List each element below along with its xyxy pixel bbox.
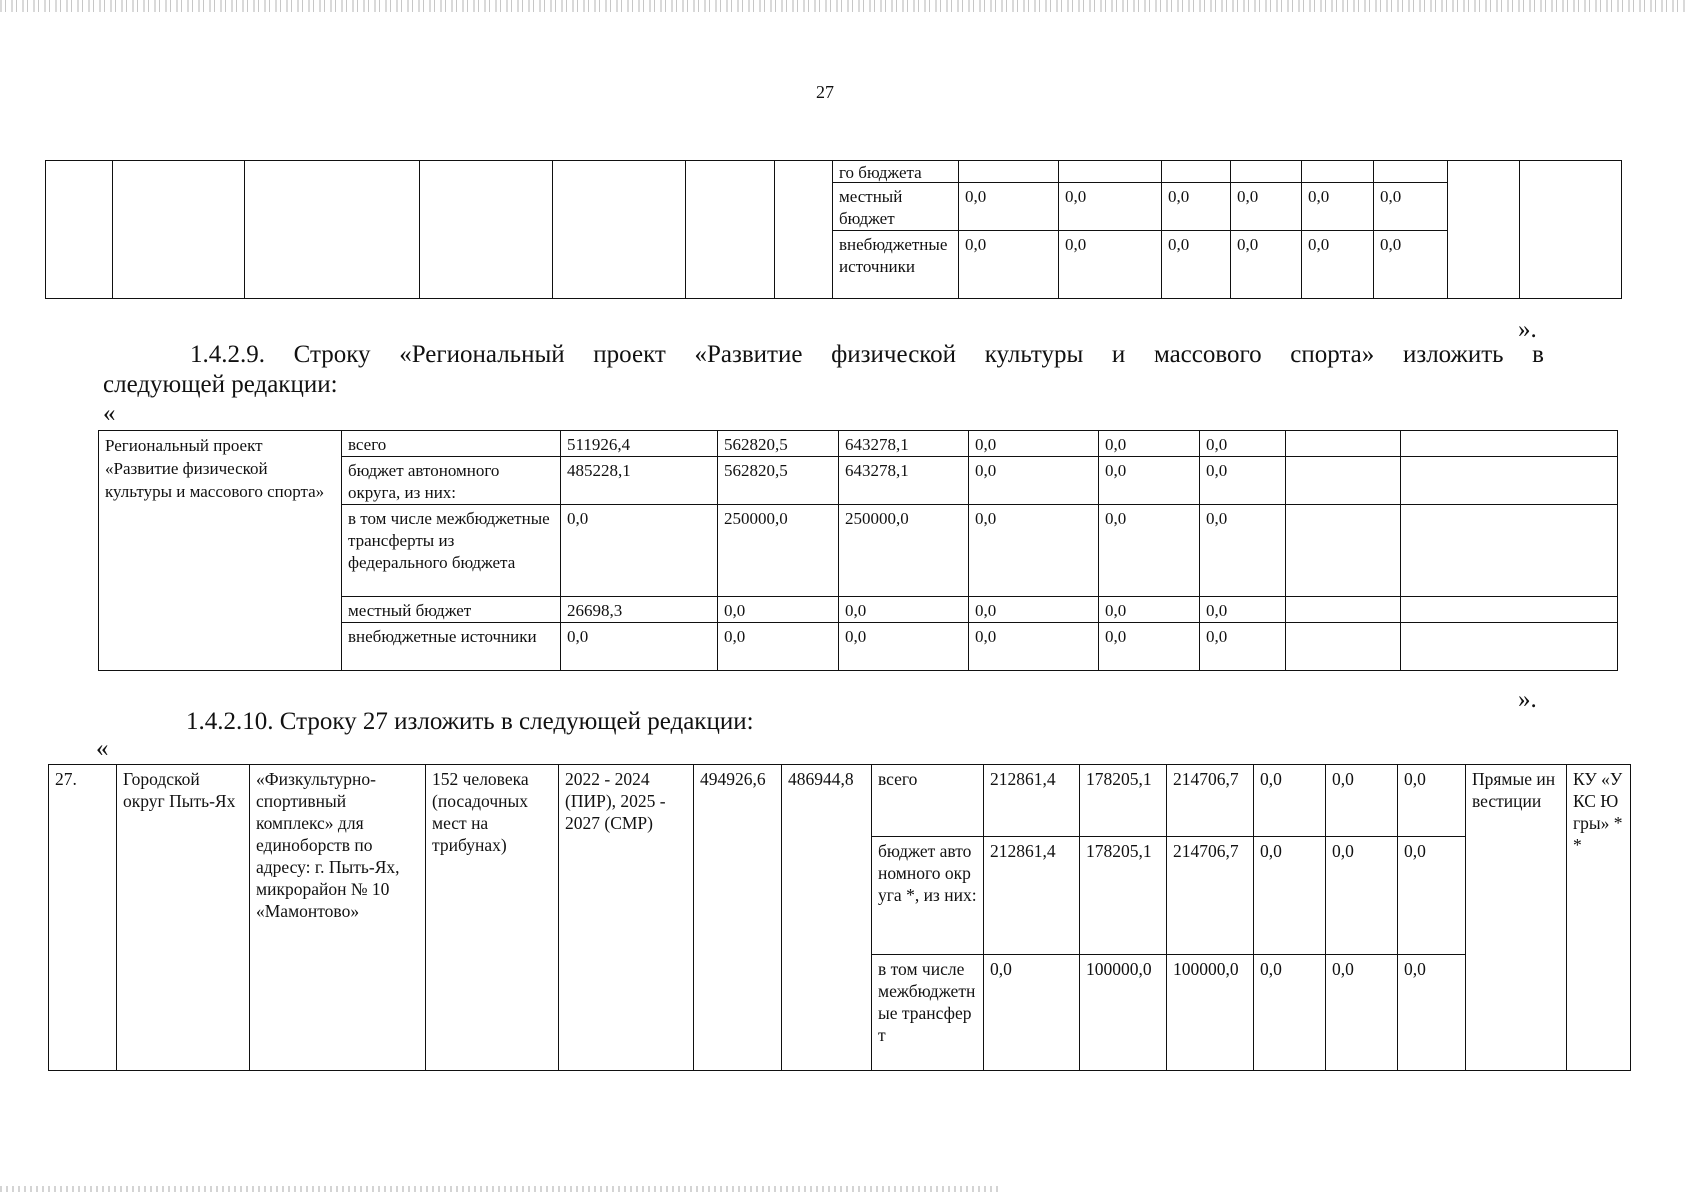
value-cell: 0,0 (1326, 765, 1398, 837)
value-cell: 0,0 (1099, 431, 1200, 457)
scan-edge-top (0, 0, 1686, 12)
value-cell (959, 161, 1059, 183)
value-cell: 0,0 (969, 505, 1099, 597)
table-cell (1401, 457, 1618, 505)
value-cell: 0,0 (969, 597, 1099, 623)
table-cell (686, 161, 775, 299)
table-cell (1401, 623, 1618, 671)
table-cell (1401, 597, 1618, 623)
value-cell: 0,0 (1099, 597, 1200, 623)
value-cell: 0,0 (1302, 231, 1374, 299)
value-cell: 0,0 (561, 623, 718, 671)
table-cell (245, 161, 420, 299)
value-cell: 178205,1 (1080, 837, 1167, 955)
value-cell: 0,0 (1200, 505, 1286, 597)
value-cell (1162, 161, 1231, 183)
value-cell: 0,0 (1099, 623, 1200, 671)
value-cell: 0,0 (718, 597, 839, 623)
cost-cell: 494926,6 (694, 765, 782, 1071)
table-continuation (45, 160, 1622, 299)
closing-quote: ». (1518, 316, 1537, 343)
value-cell: 0,0 (1099, 505, 1200, 597)
table-row (46, 161, 1622, 183)
value-cell: 250000,0 (839, 505, 969, 597)
value-cell: 0,0 (1231, 183, 1302, 231)
project-name-cell: Региональный проект «Развитие физической культуры и массового спорта» (99, 431, 342, 671)
value-cell: 0,0 (969, 623, 1099, 671)
table-cell (1448, 161, 1520, 299)
value-cell: 0,0 (1254, 765, 1326, 837)
value-cell: 0,0 (1326, 837, 1398, 955)
customer-cell: КУ «УКС Югры» ** (1567, 765, 1631, 1071)
value-cell: 0,0 (718, 623, 839, 671)
table-cell (420, 161, 553, 299)
closing-quote: ». (1518, 686, 1537, 713)
value-cell: 0,0 (1374, 231, 1448, 299)
row-label: внебюджетные источники (342, 623, 561, 671)
value-cell: 26698,3 (561, 597, 718, 623)
table-cell (1401, 505, 1618, 597)
opening-quote: « (103, 400, 116, 427)
row-label: всего (342, 431, 561, 457)
value-cell: 0,0 (959, 183, 1059, 231)
value-cell: 214706,7 (1167, 837, 1254, 955)
row-label: местный бюджет (833, 183, 959, 231)
value-cell: 0,0 (1398, 837, 1466, 955)
value-cell: 0,0 (839, 597, 969, 623)
value-cell: 250000,0 (718, 505, 839, 597)
table-cell (1401, 431, 1618, 457)
row-label: внебюджетные источники (833, 231, 959, 299)
table-row-27 (48, 764, 1631, 1071)
capacity-cell: 152 человека (посадочных мест на трибунах) (426, 765, 559, 1071)
row-label: местный бюджет (342, 597, 561, 623)
value-cell: 0,0 (1326, 955, 1398, 1071)
row-label: в том числе межбюджетные трансферты из федерального бюджета (342, 505, 561, 597)
value-cell: 0,0 (1162, 231, 1231, 299)
scan-edge-bottom (0, 1186, 1000, 1192)
value-cell: 100000,0 (1167, 955, 1254, 1071)
value-cell: 0,0 (1254, 955, 1326, 1071)
value-cell: 0,0 (969, 431, 1099, 457)
value-cell: 0,0 (561, 505, 718, 597)
value-cell: 0,0 (1254, 837, 1326, 955)
opening-quote: « (96, 735, 109, 762)
value-cell: 212861,4 (984, 837, 1080, 955)
table-regional-project (98, 430, 1618, 671)
value-cell: 0,0 (1398, 765, 1466, 837)
value-cell: 562820,5 (718, 457, 839, 505)
municipality-cell: Городской округ Пыть-Ях (117, 765, 250, 1071)
value-cell: 562820,5 (718, 431, 839, 457)
value-cell: 511926,4 (561, 431, 718, 457)
table-cell (1286, 457, 1401, 505)
table-cell (1286, 623, 1401, 671)
section-heading: 1.4.2.9. Строку «Региональный проект «Развитие физической культуры и массового спорта» изложить в (190, 341, 1544, 368)
table-row (49, 765, 1631, 837)
value-cell: 0,0 (984, 955, 1080, 1071)
value-cell: 0,0 (1302, 183, 1374, 231)
value-cell: 100000,0 (1080, 955, 1167, 1071)
value-cell: 485228,1 (561, 457, 718, 505)
value-cell: 0,0 (1059, 183, 1162, 231)
value-cell: 0,0 (1374, 183, 1448, 231)
table-row (99, 431, 1618, 457)
value-cell: 0,0 (1200, 431, 1286, 457)
row-label: бюджет автономного округа, из них: (342, 457, 561, 505)
page-number: 27 (816, 82, 834, 102)
table-cell (113, 161, 245, 299)
section-heading: 1.4.2.10. Строку 27 изложить в следующей редакции: (186, 708, 754, 735)
value-cell: 214706,7 (1167, 765, 1254, 837)
value-cell: 178205,1 (1080, 765, 1167, 837)
value-cell: 0,0 (839, 623, 969, 671)
investment-type-cell: Прямые инвестиции (1466, 765, 1567, 1071)
period-cell: 2022 - 2024 (ПИР), 2025 - 2027 (СМР) (559, 765, 694, 1071)
value-cell: 0,0 (1200, 597, 1286, 623)
row-label: го бюджета (833, 161, 959, 183)
value-cell: 0,0 (1099, 457, 1200, 505)
table-cell (1286, 505, 1401, 597)
row-number: 27. (49, 765, 117, 1071)
value-cell: 0,0 (1059, 231, 1162, 299)
table-cell (553, 161, 686, 299)
value-cell: 0,0 (1200, 623, 1286, 671)
row-label: бюджет автономного округа *, из них: (872, 837, 984, 955)
value-cell: 0,0 (1162, 183, 1231, 231)
section-heading-continuation: следующей редакции: (103, 371, 338, 398)
value-cell (1231, 161, 1302, 183)
value-cell: 0,0 (1200, 457, 1286, 505)
table-cell (775, 161, 833, 299)
value-cell: 0,0 (959, 231, 1059, 299)
value-cell (1059, 161, 1162, 183)
table-cell (1286, 431, 1401, 457)
value-cell: 0,0 (1398, 955, 1466, 1071)
table-cell (46, 161, 113, 299)
row-label: всего (872, 765, 984, 837)
value-cell: 0,0 (1231, 231, 1302, 299)
table-cell (1286, 597, 1401, 623)
value-cell (1374, 161, 1448, 183)
row-label: в том числе межбюджетные трансферт (872, 955, 984, 1071)
value-cell: 0,0 (969, 457, 1099, 505)
value-cell: 643278,1 (839, 431, 969, 457)
value-cell: 212861,4 (984, 765, 1080, 837)
value-cell: 643278,1 (839, 457, 969, 505)
table-cell (1520, 161, 1622, 299)
value-cell (1302, 161, 1374, 183)
cost-cell: 486944,8 (782, 765, 872, 1071)
object-cell: «Физкультурно-спортивный комплекс» для единоборств по адресу: г. Пыть-Ях, микрорайон № 10 «Мамонтово» (250, 765, 426, 1071)
